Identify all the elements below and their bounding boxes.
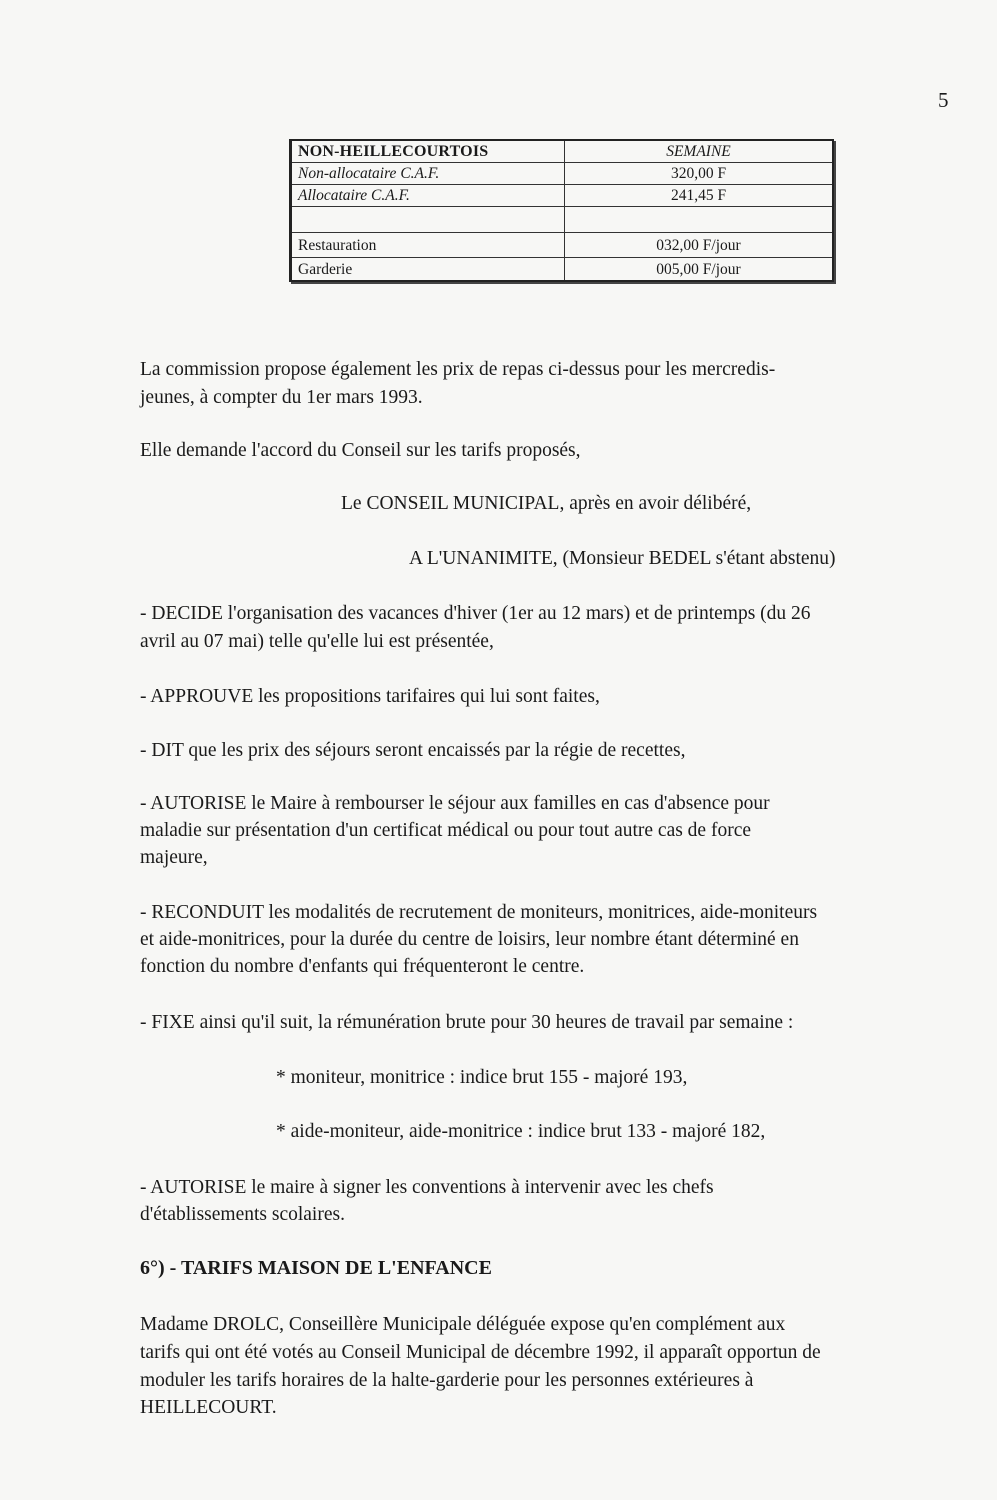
table-header-value: SEMAINE bbox=[565, 140, 834, 163]
reconduit-line-3: fonction du nombre d'enfants qui fréquenteront le centre. bbox=[140, 956, 585, 977]
table-cell-label: Allocataire C.A.F. bbox=[291, 185, 565, 207]
table-cell-value: 320,00 F bbox=[565, 163, 834, 185]
dit-line: - DIT que les prix des séjours seront encaissés par la régie de recettes, bbox=[140, 740, 686, 761]
autorise-refund-line-1: - AUTORISE le Maire à rembourser le séjour aux familles en cas d'absence pour bbox=[140, 793, 770, 814]
paragraph-accord: Elle demande l'accord du Conseil sur les tarifs proposés, bbox=[140, 440, 581, 461]
council-deliberation: Le CONSEIL MUNICIPAL, après en avoir délibéré, bbox=[341, 493, 752, 514]
table-row bbox=[291, 233, 834, 258]
decide-line-2: avril au 07 mai) telle qu'elle lui est présentée, bbox=[140, 631, 494, 652]
approuve-line: - APPROUVE les propositions tarifaires qui lui sont faites, bbox=[140, 686, 600, 707]
autorise-refund-line-2: maladie sur présentation d'un certificat médical ou pour tout autre cas de force bbox=[140, 820, 752, 841]
bullet-moniteur: * moniteur, monitrice : indice brut 155 - majoré 193, bbox=[276, 1067, 688, 1088]
section-heading: 6°) - TARIFS MAISON DE L'ENFANCE bbox=[140, 1257, 492, 1279]
drolc-line-1: Madame DROLC, Conseillère Municipale déléguée expose qu'en complément aux bbox=[140, 1314, 786, 1335]
table-cell-value bbox=[565, 207, 834, 233]
table-row bbox=[291, 163, 834, 185]
table-cell-label bbox=[291, 207, 565, 233]
fixe-line: - FIXE ainsi qu'il suit, la rémunération brute pour 30 heures de travail par semaine : bbox=[140, 1012, 794, 1033]
table-cell-label: Non-allocataire C.A.F. bbox=[291, 163, 565, 185]
decide-line-1: - DECIDE l'organisation des vacances d'hiver (1er au 12 mars) et de printemps (du 26 bbox=[140, 603, 811, 624]
unanimity-statement: A L'UNANIMITE, (Monsieur BEDEL s'étant abstenu) bbox=[409, 548, 836, 569]
table-row bbox=[291, 258, 834, 282]
autorise-conventions-line-2: d'établissements scolaires. bbox=[140, 1204, 345, 1225]
table-header-row bbox=[291, 140, 834, 163]
autorise-conventions-line-1: - AUTORISE le maire à signer les conventions à intervenir avec les chefs bbox=[140, 1177, 714, 1198]
drolc-line-2: tarifs qui ont été votés au Conseil Municipal de décembre 1992, il apparaît opportun de bbox=[140, 1342, 821, 1363]
table-row bbox=[291, 207, 834, 233]
paragraph-commission-line-2: jeunes, à compter du 1er mars 1993. bbox=[140, 387, 423, 408]
reconduit-line-1: - RECONDUIT les modalités de recrutement de moniteurs, monitrices, aide-moniteurs bbox=[140, 902, 818, 923]
drolc-line-3: moduler les tarifs horaires de la halte-garderie pour les personnes extérieures à bbox=[140, 1370, 754, 1391]
table-cell-label: Garderie bbox=[291, 258, 565, 282]
table-cell-value: 241,45 F bbox=[565, 185, 834, 207]
paragraph-commission-line-1: La commission propose également les prix de repas ci-dessus pour les mercredis- bbox=[140, 359, 776, 380]
tarif-table bbox=[289, 139, 834, 282]
page-number: 5 bbox=[938, 88, 949, 112]
table-header-label: NON-HEILLECOURTOIS bbox=[291, 140, 565, 163]
reconduit-line-2: et aide-monitrices, pour la durée du centre de loisirs, leur nombre étant déterminé en bbox=[140, 929, 799, 950]
bullet-aide-moniteur: * aide-moniteur, aide-monitrice : indice brut 133 - majoré 182, bbox=[276, 1121, 766, 1142]
table-cell-label: Restauration bbox=[291, 233, 565, 258]
drolc-line-4: HEILLECOURT. bbox=[140, 1397, 277, 1418]
table-cell-value: 005,00 F/jour bbox=[565, 258, 834, 282]
table-row bbox=[291, 185, 834, 207]
table-cell-value: 032,00 F/jour bbox=[565, 233, 834, 258]
autorise-refund-line-3: majeure, bbox=[140, 847, 208, 868]
